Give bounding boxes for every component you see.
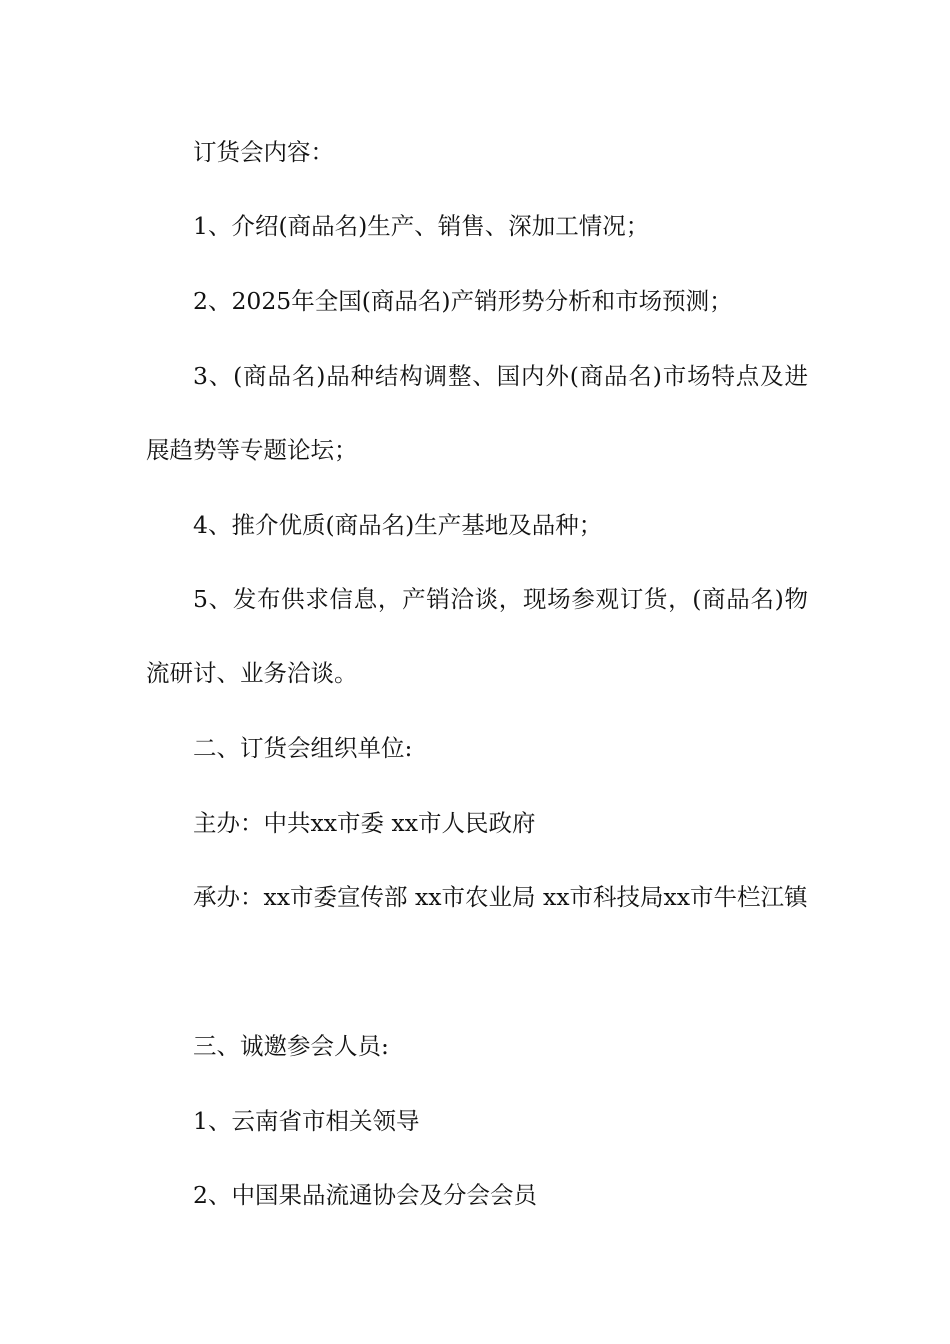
paragraph-item-1: 1、介绍(商品名)生产、销售、深加工情况； [193, 212, 650, 240]
paragraph-host: 主办：中共xx市委 xx市人民政府 [193, 809, 536, 837]
paragraph-section-intro: 订货会内容： [193, 138, 334, 166]
paragraph-item-5: 5、发布供求信息，产销洽谈，现场参观订货，(商品名)物流研讨、业务洽谈。 [146, 585, 808, 687]
paragraph-item-2: 2、2025年全国(商品名)产销形势分析和市场预测； [193, 287, 733, 315]
paragraph-item-4: 4、推介优质(商品名)生产基地及品种； [193, 511, 603, 539]
paragraph-invitee-2: 2、中国果品流通协会及分会会员 [193, 1181, 537, 1209]
paragraph-invitee-1: 1、云南省市相关领导 [193, 1107, 420, 1135]
heading-invitees: 三、诚邀参会人员: [193, 1032, 389, 1060]
heading-organizers: 二、订货会组织单位: [193, 734, 413, 762]
paragraph-undertaker: 承办：xx市委宣传部 xx市农业局 xx市科技局xx市牛栏江镇 [193, 883, 808, 911]
paragraph-item-3: 3、(商品名)品种结构调整、国内外(商品名)市场特点及进展趋势等专题论坛； [146, 362, 808, 464]
